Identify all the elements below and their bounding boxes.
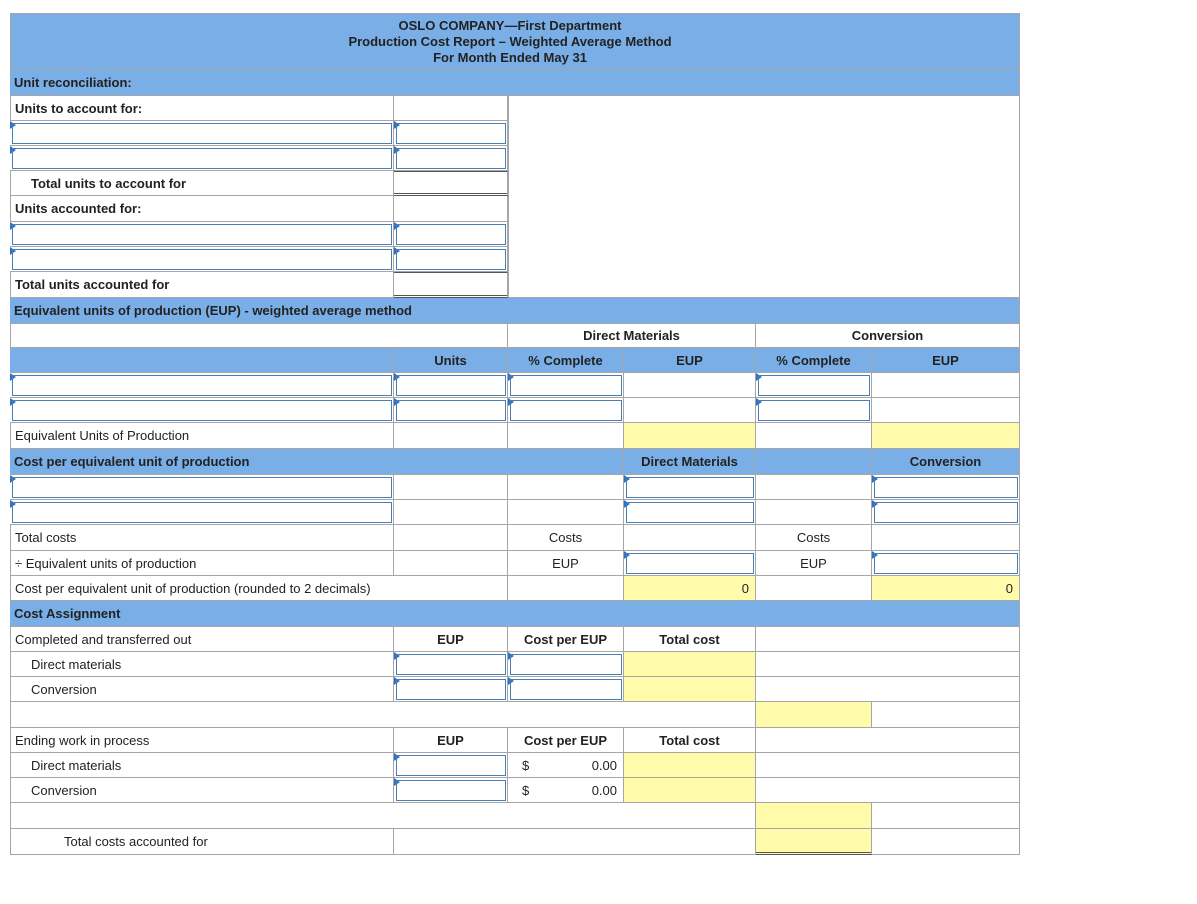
eup-row1-conv-pct-input[interactable] [756,373,872,398]
dropdown-marker-icon [394,753,400,761]
cost-row1-dm-input[interactable] [624,475,756,500]
cto-cost-per-eup-header: Cost per EUP [508,627,624,652]
cto-dm-right-blank [756,652,1020,677]
cto-total-row-blank [10,702,756,728]
total-costs-accounted-blank [394,829,756,855]
cost-assignment-heading: Cost Assignment [10,601,1020,627]
cost-per-eup-heading: Cost per equivalent unit of production [10,449,624,475]
units-accounted-row2-units-input[interactable] [394,247,508,272]
dropdown-marker-icon [394,121,400,129]
divide-eup-label: ÷ Equivalent units of production [10,551,394,576]
eup-total-conv-eup [872,423,1020,449]
ewip-dm-total [624,753,756,778]
cto-conv-label: Conversion [10,677,394,702]
dropdown-marker-icon [394,652,400,660]
eup-row1-label-input[interactable] [10,373,394,398]
report-header [10,13,1020,70]
ewip-conv-eup-input[interactable] [394,778,508,803]
ewip-total-right-blank [872,803,1020,829]
eup-row2-label-input[interactable] [10,398,394,423]
eup-direct-materials-header: Direct Materials [508,324,756,348]
dropdown-marker-icon [624,500,630,508]
ewip-dm-dollar-sign: $ [522,757,530,773]
ewip-dm-eup-input[interactable] [394,753,508,778]
ending-wip-label: Ending work in process [10,728,394,753]
dm-cost-per-eup-value: 0 [624,576,756,601]
eup-row1-units-input[interactable] [394,373,508,398]
ewip-total-row-blank [10,803,756,829]
total-costs-accounted-for-label: Total costs accounted for [10,829,394,855]
cost-row2-label-input[interactable] [10,500,394,525]
cto-total-cost-header: Total cost [624,627,756,652]
units-to-account-row1-label-input[interactable] [10,121,394,146]
eup-row2-dm-pct-input[interactable] [508,398,624,423]
cto-dm-label: Direct materials [10,652,394,677]
cost-row2-blank-b [508,500,624,525]
dm-eup-label: EUP [508,551,624,576]
dropdown-marker-icon [756,398,762,406]
cost-per-eup-header-blank [756,449,872,475]
dropdown-marker-icon [10,222,16,230]
cost-row2-conv-input[interactable] [872,500,1020,525]
report-period: For Month Ended May 31 [433,49,587,65]
dm-eup-input[interactable] [624,551,756,576]
total-units-to-account-for-value [394,171,508,196]
units-to-account-for-label: Units to account for: [10,96,394,121]
dropdown-marker-icon [10,121,16,129]
cost-per-eup-blank [508,576,624,601]
units-accounted-for-spacer [394,196,508,222]
conv-costs-label: Costs [756,525,872,551]
cost-per-eup-blank-2 [756,576,872,601]
cto-dm-eup-input[interactable] [394,652,508,677]
dropdown-marker-icon [872,500,878,508]
cost-row2-blank-c [756,500,872,525]
cto-dm-cost-input[interactable] [508,652,624,677]
ewip-conv-total [624,778,756,803]
eup-row2-units-input[interactable] [394,398,508,423]
eup-row1-dm-eup [624,373,756,398]
ewip-conv-dollar-sign: $ [522,782,530,798]
eup-dm-eup-header: EUP [624,348,756,373]
dropdown-marker-icon [10,373,16,381]
cost-row1-blank-c [756,475,872,500]
dropdown-marker-icon [508,398,514,406]
dropdown-marker-icon [394,373,400,381]
eup-units-header: Units [394,348,508,373]
total-costs-accounted-right-blank [872,829,1020,855]
blank-area [508,96,1020,298]
ewip-eup-header: EUP [394,728,508,753]
cost-row1-blank-a [394,475,508,500]
ewip-conv-rate-value: 0.00 [591,782,617,798]
ewip-right-blank [756,728,1020,753]
completed-transferred-out-label: Completed and transferred out [10,627,394,652]
dropdown-marker-icon [394,677,400,685]
conv-eup-label: EUP [756,551,872,576]
cost-row2-dm-input[interactable] [624,500,756,525]
eup-conversion-header: Conversion [756,324,1020,348]
ewip-dm-rate [508,753,624,778]
eup-total-dm-eup [624,423,756,449]
ewip-total-cost [756,803,872,829]
cost-per-eup-conv-header: Conversion [872,449,1020,475]
cost-row1-label-input[interactable] [10,475,394,500]
units-accounted-row2-label-input[interactable] [10,247,394,272]
ewip-dm-right-blank [756,753,1020,778]
conv-cost-per-eup-value: 0 [872,576,1020,601]
units-accounted-row1-label-input[interactable] [10,222,394,247]
dropdown-marker-icon [508,373,514,381]
dropdown-marker-icon [872,551,878,559]
cto-conv-eup-input[interactable] [394,677,508,702]
dropdown-marker-icon [394,146,400,154]
cto-conv-right-blank [756,677,1020,702]
cost-row1-blank-b [508,475,624,500]
eup-dm-pct-complete-header: % Complete [508,348,624,373]
eup-row2-conv-pct-input[interactable] [756,398,872,423]
units-to-account-row2-label-input[interactable] [10,146,394,171]
cost-per-eup-rounded-label: Cost per equivalent unit of production (rounded to 2 decimals) [10,576,508,601]
units-to-account-for-spacer [394,96,508,121]
units-to-account-row1-units-input[interactable] [394,121,508,146]
divide-eup-blank [394,551,508,576]
company-title: OSLO COMPANY—First Department [398,17,622,33]
eup-row2-conv-eup [872,398,1020,423]
total-costs-label: Total costs [10,525,394,551]
conv-eup-input[interactable] [872,551,1020,576]
eup-row1-dm-pct-input[interactable] [508,373,624,398]
cto-conv-cost-input[interactable] [508,677,624,702]
eup-conv-eup-header: EUP [872,348,1020,373]
dropdown-marker-icon [10,500,16,508]
dropdown-marker-icon [872,475,878,483]
cto-total-right-blank [872,702,1020,728]
ewip-dm-label: Direct materials [10,753,394,778]
report-title: Production Cost Report – Weighted Average Method [348,33,672,49]
dropdown-marker-icon [394,247,400,255]
dm-total-costs-value [624,525,756,551]
eup-total-dm-pct [508,423,624,449]
eup-total-conv-pct [756,423,872,449]
dropdown-marker-icon [756,373,762,381]
eup-conv-pct-complete-header: % Complete [756,348,872,373]
cto-conv-total [624,677,756,702]
cto-right-blank [756,627,1020,652]
total-units-accounted-for-label: Total units accounted for [10,272,394,298]
units-accounted-for-label: Units accounted for: [10,196,394,222]
units-accounted-row1-units-input[interactable] [394,222,508,247]
dropdown-marker-icon [394,398,400,406]
eup-subheader-blank [10,324,508,348]
dropdown-marker-icon [508,677,514,685]
dm-costs-label: Costs [508,525,624,551]
ewip-conv-rate [508,778,624,803]
units-to-account-row2-units-input[interactable] [394,146,508,171]
total-units-accounted-for-value [394,272,508,298]
dropdown-marker-icon [10,247,16,255]
total-costs-blank [394,525,508,551]
ewip-cost-per-eup-header: Cost per EUP [508,728,624,753]
conv-total-costs-value [872,525,1020,551]
dropdown-marker-icon [394,222,400,230]
dropdown-marker-icon [10,146,16,154]
cost-per-eup-dm-header: Direct Materials [624,449,756,475]
ewip-dm-rate-value: 0.00 [591,757,617,773]
total-costs-accounted-for-value [756,829,872,855]
ewip-conv-right-blank [756,778,1020,803]
cto-total-cost [756,702,872,728]
dropdown-marker-icon [10,475,16,483]
eup-row2-dm-eup [624,398,756,423]
eup-heading: Equivalent units of production (EUP) - weighted average method [10,298,1020,324]
cto-eup-header: EUP [394,627,508,652]
dropdown-marker-icon [394,778,400,786]
dropdown-marker-icon [508,652,514,660]
equivalent-units-of-production-label: Equivalent Units of Production [10,423,394,449]
cost-row1-conv-input[interactable] [872,475,1020,500]
ewip-conv-label: Conversion [10,778,394,803]
dropdown-marker-icon [624,551,630,559]
unit-reconciliation-heading: Unit reconciliation: [10,70,1020,96]
eup-total-units [394,423,508,449]
cto-dm-total [624,652,756,677]
cost-row2-blank-a [394,500,508,525]
eup-row1-conv-eup [872,373,1020,398]
dropdown-marker-icon [10,398,16,406]
eup-col-header-blank [10,348,394,373]
total-units-to-account-for-label: Total units to account for [10,171,394,196]
ewip-total-cost-header: Total cost [624,728,756,753]
dropdown-marker-icon [624,475,630,483]
